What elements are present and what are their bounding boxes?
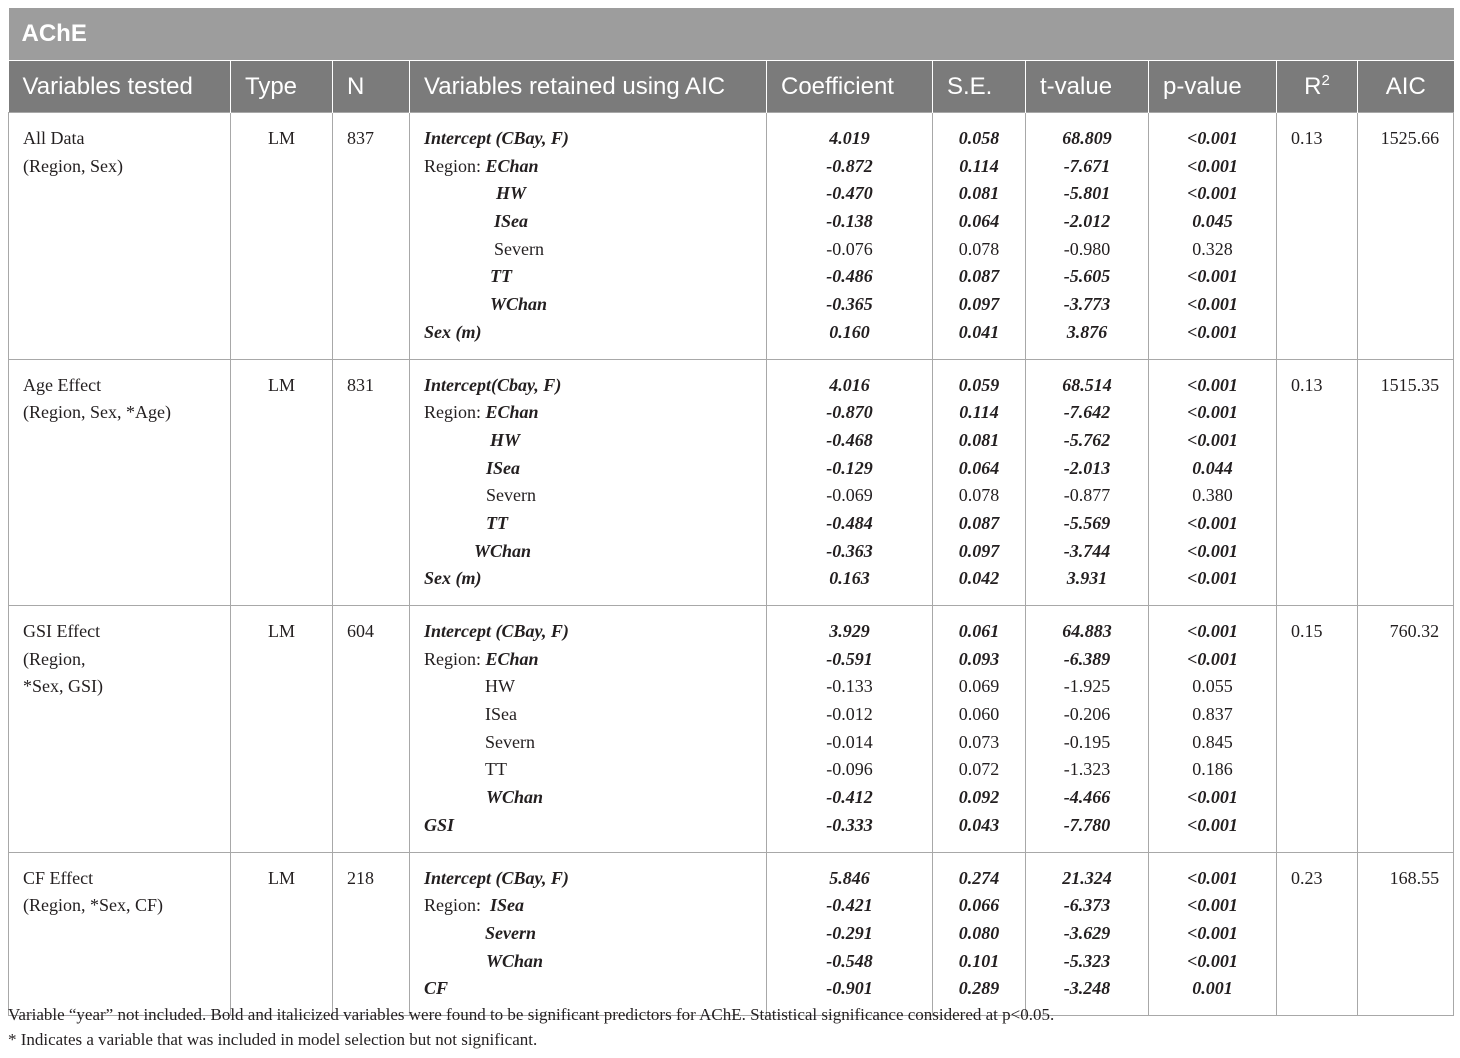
sample-size: 831 — [347, 374, 374, 395]
model-variables: (Region, — [23, 648, 86, 669]
retained-variable — [424, 319, 766, 347]
coefficient-value: -0.014 — [826, 731, 873, 752]
r-squared-value: 0.13 — [1291, 128, 1323, 148]
variable-label: WChan — [490, 294, 548, 315]
retained-variable — [424, 180, 766, 208]
p-value: <0.001 — [1187, 814, 1238, 835]
t-value: -2.013 — [1063, 457, 1111, 478]
pvalue-cell — [1149, 852, 1277, 1015]
coefficient-cell — [767, 852, 933, 1015]
table-title: AChE — [9, 8, 1454, 61]
retained-variable — [424, 948, 766, 976]
header-n: N — [333, 61, 410, 113]
r-squared-cell — [1277, 113, 1358, 360]
t-value: -7.671 — [1063, 155, 1111, 176]
retained-variable — [424, 399, 766, 427]
aic-cell — [1358, 113, 1454, 360]
p-value: <0.001 — [1187, 429, 1238, 450]
pvalue-cell — [1149, 113, 1277, 360]
footnote-2: * Indicates a variable that was included in model selection but not significant. — [8, 1030, 538, 1049]
t-value: -5.605 — [1063, 266, 1111, 287]
se-value: 0.066 — [958, 895, 1000, 916]
p-value: <0.001 — [1187, 155, 1238, 176]
variable-label: Sex (m) — [424, 568, 482, 589]
model-variables: (Region, *Sex, CF) — [23, 895, 164, 916]
t-value: 64.883 — [1062, 621, 1112, 641]
se-value: 0.081 — [958, 429, 1000, 450]
se-value: 0.043 — [958, 814, 1000, 835]
retained-variable — [424, 482, 766, 510]
coefficient-value: 0.160 — [829, 321, 870, 342]
header-p-value: p-value — [1149, 61, 1277, 113]
tvalue-cell — [1026, 113, 1149, 360]
se-value: 0.072 — [958, 759, 1000, 780]
r-squared-cell — [1277, 852, 1358, 1015]
header-se: S.E. — [933, 61, 1026, 113]
coefficient-value: -0.591 — [826, 648, 873, 669]
se-value: 0.078 — [958, 238, 1000, 259]
retained-variable — [424, 455, 766, 483]
se-value: 0.064 — [958, 211, 1000, 232]
retained-variable — [424, 153, 766, 181]
t-value: -3.248 — [1063, 978, 1111, 999]
variables-retained-cell — [410, 359, 767, 606]
aic-cell — [1358, 359, 1454, 606]
se-value: 0.097 — [958, 540, 1000, 561]
model-variables: (Region, Sex) — [23, 155, 123, 176]
coefficient-value: 4.019 — [829, 128, 870, 148]
variable-label: WChan — [486, 787, 544, 808]
footnote-1: Variable “year” not included. Bold and italicized variables were found to be significant predictors for AChE. Statistical significance considered at p<0.05. — [8, 1005, 1055, 1024]
p-value: <0.001 — [1187, 321, 1238, 342]
p-value: <0.001 — [1187, 648, 1238, 669]
se-value: 0.059 — [958, 374, 1000, 395]
t-value: -2.012 — [1063, 211, 1111, 232]
p-value: 0.328 — [1192, 238, 1233, 259]
t-value: -0.980 — [1063, 238, 1111, 259]
p-value: 0.845 — [1192, 731, 1233, 752]
variable-label: WChan — [474, 540, 532, 561]
variable-label: EChan — [485, 155, 539, 176]
region-prefix: Region: — [424, 155, 486, 176]
se-cell — [933, 359, 1026, 606]
aic-cell — [1358, 606, 1454, 853]
variable-label: Sex (m) — [424, 321, 482, 342]
se-value: 0.060 — [958, 704, 1000, 725]
retained-variable — [424, 975, 766, 1003]
t-value: -0.206 — [1063, 704, 1111, 725]
variables-tested-cell — [9, 606, 231, 853]
variable-label: Intercept (CBay, F) — [424, 621, 569, 641]
p-value: <0.001 — [1187, 374, 1238, 395]
pvalue-cell — [1149, 359, 1277, 606]
model-name: GSI Effect — [23, 621, 101, 641]
se-value: 0.073 — [958, 731, 1000, 752]
variable-label: Severn — [485, 922, 536, 943]
variables-tested-cell — [9, 359, 231, 606]
t-value: -5.569 — [1063, 512, 1111, 533]
t-value: 3.931 — [1066, 568, 1108, 589]
p-value: <0.001 — [1187, 266, 1238, 287]
p-value: <0.001 — [1187, 512, 1238, 533]
type-cell — [231, 606, 333, 853]
se-cell — [933, 113, 1026, 360]
retained-variable — [424, 263, 766, 291]
n-cell — [333, 359, 410, 606]
header-r-squared: $R^2$ — [1277, 61, 1358, 113]
coefficient-value: -0.133 — [826, 676, 873, 697]
tvalue-cell — [1026, 852, 1149, 1015]
retained-variable — [424, 208, 766, 236]
p-value: <0.001 — [1187, 540, 1238, 561]
retained-variable — [424, 701, 766, 729]
se-value: 0.078 — [958, 485, 1000, 506]
coefficient-value: -0.468 — [826, 429, 873, 450]
coefficient-value: -0.291 — [826, 922, 873, 943]
variable-label: Intercept(Cbay, F) — [424, 374, 562, 395]
se-value: 0.081 — [958, 183, 1000, 204]
p-value: <0.001 — [1187, 950, 1238, 971]
t-value: -6.389 — [1063, 648, 1111, 669]
coefficient-cell — [767, 359, 933, 606]
t-value: -1.925 — [1063, 676, 1111, 697]
aic-value: 760.32 — [1389, 621, 1440, 641]
retained-variable — [424, 236, 766, 264]
retained-variable — [424, 756, 766, 784]
coefficient-value: -0.365 — [826, 294, 873, 315]
coefficient-value: -0.872 — [826, 155, 873, 176]
t-value: -5.801 — [1063, 183, 1111, 204]
t-value: -0.195 — [1063, 731, 1111, 752]
variable-label: HW — [485, 676, 515, 697]
aic-value: 168.55 — [1389, 867, 1440, 888]
t-value: -3.629 — [1063, 922, 1111, 943]
p-value: <0.001 — [1187, 128, 1238, 148]
n-cell — [333, 606, 410, 853]
coefficient-value: -0.012 — [826, 704, 873, 725]
variable-label: EChan — [485, 648, 539, 669]
coefficient-value: -0.069 — [826, 485, 873, 506]
retained-variable — [424, 565, 766, 593]
coefficient-value: -0.333 — [826, 814, 873, 835]
coefficient-cell — [767, 606, 933, 853]
se-value: 0.041 — [958, 321, 1000, 342]
t-value: -7.642 — [1063, 402, 1111, 423]
header-t-value: t-value — [1026, 61, 1149, 113]
p-value: 0.186 — [1192, 759, 1233, 780]
variable-label: Intercept (CBay, F) — [424, 867, 569, 888]
variable-label: ISea — [490, 895, 525, 916]
pvalue-cell — [1149, 606, 1277, 853]
t-value: 68.514 — [1062, 374, 1112, 395]
results-table-container — [8, 8, 1453, 1016]
retained-variable — [424, 646, 766, 674]
retained-variable — [424, 920, 766, 948]
coefficient-cell — [767, 113, 933, 360]
variables-retained-cell — [410, 606, 767, 853]
variables-retained-cell — [410, 113, 767, 360]
retained-variable — [424, 291, 766, 319]
n-cell — [333, 852, 410, 1015]
retained-variable — [424, 865, 766, 893]
retained-variable — [424, 618, 766, 646]
se-value: 0.289 — [958, 978, 1000, 999]
aic-value: 1525.66 — [1380, 128, 1440, 148]
retained-variable — [424, 510, 766, 538]
model-group-row — [9, 113, 1454, 360]
model-type: LM — [268, 621, 295, 641]
t-value: -5.762 — [1063, 429, 1111, 450]
coefficient-value: -0.870 — [826, 402, 873, 423]
header-variables-retained: Variables retained using AIC — [410, 61, 767, 113]
se-value: 0.274 — [958, 867, 1000, 888]
variable-label: Severn — [486, 485, 536, 506]
retained-variable — [424, 372, 766, 400]
se-value: 0.042 — [958, 568, 1000, 589]
type-cell — [231, 359, 333, 606]
se-cell — [933, 606, 1026, 853]
model-group-row — [9, 852, 1454, 1015]
retained-variable — [424, 812, 766, 840]
n-cell — [333, 113, 410, 360]
header-row — [9, 61, 1454, 113]
coefficient-value: 0.163 — [829, 568, 870, 589]
coefficient-value: -0.412 — [826, 787, 873, 808]
type-cell — [231, 113, 333, 360]
se-value: 0.114 — [959, 155, 999, 176]
t-value: 21.324 — [1062, 867, 1112, 888]
variable-label: TT — [490, 266, 512, 287]
se-cell — [933, 852, 1026, 1015]
model-group-row — [9, 359, 1454, 606]
table-body — [9, 113, 1454, 1016]
coefficient-value: -0.076 — [826, 238, 873, 259]
p-value: <0.001 — [1187, 867, 1238, 888]
variable-label: ISea — [486, 457, 521, 478]
header-coefficient: Coefficient — [767, 61, 933, 113]
coefficient-value: -0.548 — [826, 950, 873, 971]
variable-label: TT — [485, 759, 507, 780]
variable-label: Severn — [485, 731, 535, 752]
variable-label: CF — [424, 978, 449, 999]
model-name: All Data — [23, 128, 85, 148]
se-value: 0.087 — [958, 512, 1000, 533]
se-value: 0.114 — [959, 402, 999, 423]
variable-label: TT — [486, 512, 508, 533]
coefficient-value: 4.016 — [829, 374, 870, 395]
se-value: 0.092 — [958, 787, 1000, 808]
coefficient-value: 3.929 — [829, 621, 870, 641]
t-value: -1.323 — [1063, 759, 1111, 780]
header-variables-tested: Variables tested — [9, 61, 231, 113]
aic-value: 1515.35 — [1380, 374, 1440, 395]
t-value: -7.780 — [1063, 814, 1111, 835]
variables-retained-cell — [410, 852, 767, 1015]
coefficient-value: 5.846 — [829, 867, 870, 888]
p-value: 0.001 — [1192, 978, 1233, 999]
region-prefix: Region: — [424, 895, 490, 916]
t-value: 68.809 — [1062, 128, 1112, 148]
t-value: 3.876 — [1066, 321, 1108, 342]
p-value: <0.001 — [1187, 621, 1238, 641]
p-value: <0.001 — [1187, 568, 1238, 589]
retained-variable — [424, 125, 766, 153]
variable-label: EChan — [485, 402, 539, 423]
variables-tested-cell — [9, 113, 231, 360]
retained-variable — [424, 784, 766, 812]
t-value: -3.773 — [1063, 294, 1111, 315]
coefficient-value: -0.129 — [826, 457, 873, 478]
p-value: <0.001 — [1187, 895, 1238, 916]
model-name: CF Effect — [23, 867, 94, 888]
model-type: LM — [268, 128, 295, 148]
t-value: -6.373 — [1063, 895, 1111, 916]
retained-variable — [424, 673, 766, 701]
p-value: <0.001 — [1187, 183, 1238, 204]
tvalue-cell — [1026, 606, 1149, 853]
se-value: 0.087 — [958, 266, 1000, 287]
t-value: -4.466 — [1063, 787, 1111, 808]
se-value: 0.069 — [958, 676, 1000, 697]
p-value: 0.055 — [1192, 676, 1233, 697]
ache-results-table — [8, 8, 1454, 1016]
p-value: <0.001 — [1187, 294, 1238, 315]
se-value: 0.064 — [958, 457, 1000, 478]
model-variables-cont: *Sex, GSI) — [23, 676, 103, 697]
region-prefix: Region: — [424, 402, 486, 423]
retained-variable — [424, 892, 766, 920]
variable-label: HW — [496, 183, 527, 204]
r-squared-cell — [1277, 606, 1358, 853]
sample-size: 218 — [347, 867, 374, 888]
variable-label: HW — [490, 429, 521, 450]
coefficient-value: -0.470 — [826, 183, 873, 204]
r-squared-value: 0.13 — [1291, 374, 1323, 395]
coefficient-value: -0.484 — [826, 512, 873, 533]
p-value: 0.380 — [1192, 485, 1233, 506]
variable-label: Intercept (CBay, F) — [424, 128, 569, 148]
se-value: 0.061 — [958, 621, 1000, 641]
variables-tested-cell — [9, 852, 231, 1015]
r-squared-value: 0.23 — [1291, 867, 1323, 888]
coefficient-value: -0.421 — [826, 895, 873, 916]
se-value: 0.093 — [958, 648, 1000, 669]
coefficient-value: -0.486 — [826, 266, 873, 287]
tvalue-cell — [1026, 359, 1149, 606]
variable-label: Severn — [494, 238, 544, 259]
retained-variable — [424, 538, 766, 566]
model-variables: (Region, Sex, *Age) — [23, 402, 171, 423]
se-value: 0.080 — [958, 922, 1000, 943]
t-value: -0.877 — [1063, 485, 1111, 506]
se-value: 0.097 — [958, 294, 1000, 315]
r-squared-cell — [1277, 359, 1358, 606]
se-value: 0.058 — [958, 128, 1000, 148]
variable-label: ISea — [494, 211, 529, 232]
p-value: <0.001 — [1187, 922, 1238, 943]
coefficient-value: -0.363 — [826, 540, 873, 561]
coefficient-value: -0.901 — [826, 978, 873, 999]
coefficient-value: -0.096 — [826, 759, 873, 780]
header-type: Type — [231, 61, 333, 113]
variable-label: WChan — [486, 950, 544, 971]
model-group-row — [9, 606, 1454, 853]
header-aic: AIC — [1358, 61, 1454, 113]
retained-variable — [424, 427, 766, 455]
model-type: LM — [268, 867, 295, 888]
p-value: 0.044 — [1192, 457, 1233, 478]
model-name: Age Effect — [23, 374, 102, 395]
p-value: <0.001 — [1187, 787, 1238, 808]
sample-size: 604 — [347, 621, 374, 641]
model-type: LM — [268, 374, 295, 395]
sample-size: 837 — [347, 128, 374, 148]
p-value: 0.837 — [1192, 704, 1233, 725]
r-squared-value: 0.15 — [1291, 621, 1323, 641]
se-value: 0.101 — [958, 950, 1000, 971]
p-value: 0.045 — [1192, 211, 1233, 232]
variable-label: GSI — [424, 814, 455, 835]
type-cell — [231, 852, 333, 1015]
coefficient-value: -0.138 — [826, 211, 873, 232]
p-value: <0.001 — [1187, 402, 1238, 423]
aic-cell — [1358, 852, 1454, 1015]
variable-label: ISea — [485, 704, 517, 725]
region-prefix: Region: — [424, 648, 486, 669]
t-value: -3.744 — [1063, 540, 1111, 561]
retained-variable — [424, 729, 766, 757]
t-value: -5.323 — [1063, 950, 1111, 971]
